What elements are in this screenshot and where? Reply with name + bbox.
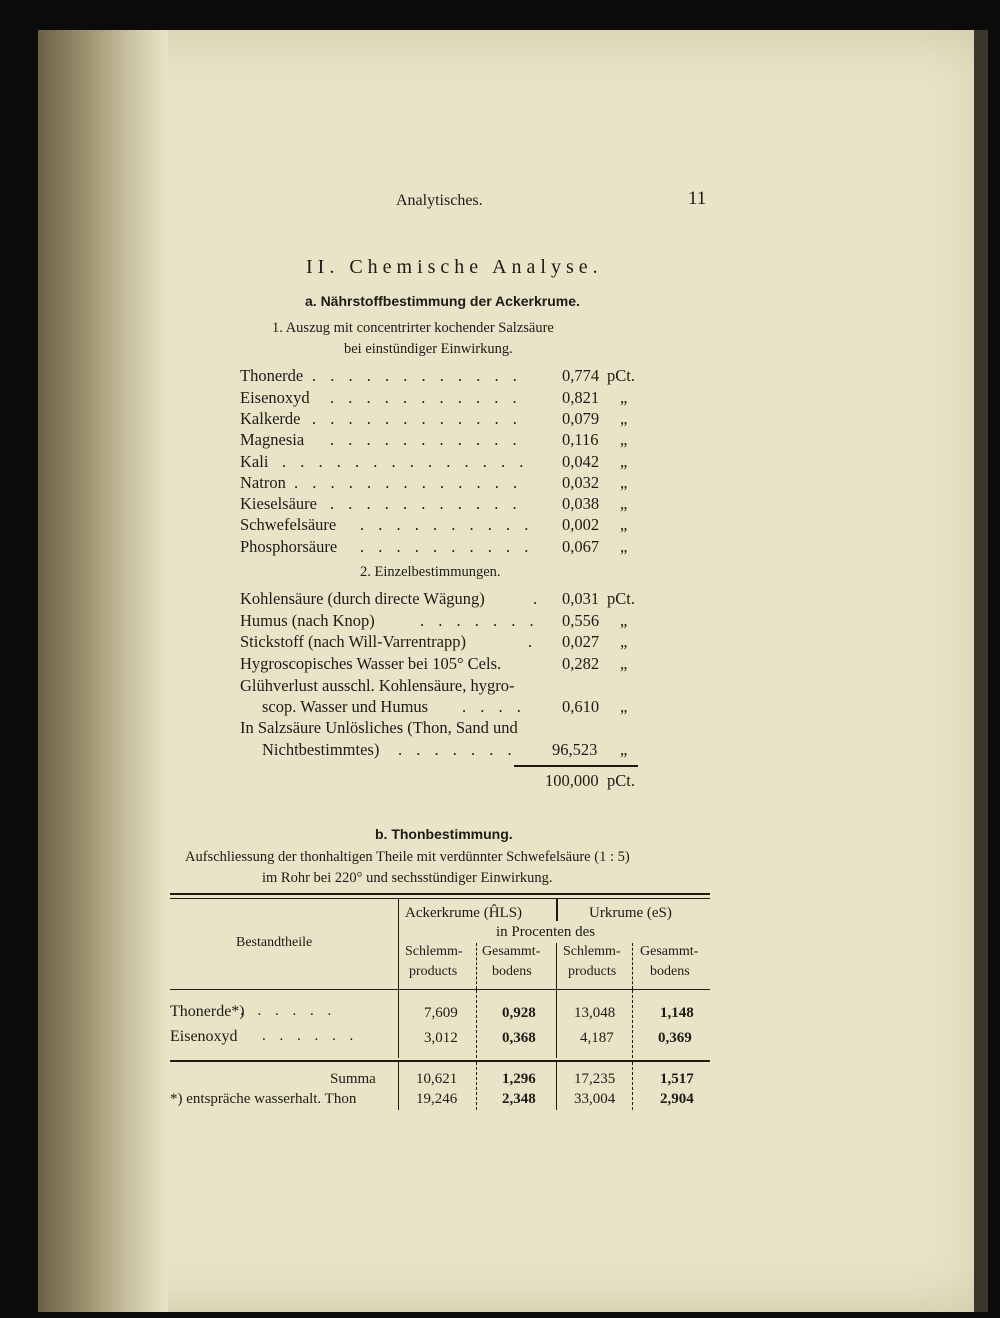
group-divider xyxy=(556,899,558,921)
item-name-line2: Nichtbestimmtes) xyxy=(262,740,380,759)
item-name-line2: scop. Wasser und Humus xyxy=(262,697,429,716)
row-label: Eisenoxyd xyxy=(170,1028,238,1045)
item-value: 0,821 xyxy=(562,388,600,407)
item-unit: „ xyxy=(620,494,628,513)
cell: 2,348 xyxy=(502,1091,536,1107)
item-name: Phosphorsäure xyxy=(240,537,338,556)
subsection-b-title: b. Thonbestimmung. xyxy=(375,826,513,842)
cell: 0,368 xyxy=(502,1030,536,1046)
sum-rule xyxy=(170,1060,710,1062)
section-title: II. Chemische Analyse. xyxy=(306,256,603,278)
item-value: 0,042 xyxy=(562,452,600,471)
leader-dots: . . . . . . xyxy=(240,1003,337,1019)
item-value: 0,032 xyxy=(562,473,600,492)
cell: 1,148 xyxy=(660,1005,694,1021)
item-value: 0,027 xyxy=(562,632,600,651)
leader-dots: . . . . . . . . . . . xyxy=(330,388,522,407)
caption-b-line1: Aufschliessung der thonhaltigen Theile mit verdünnter Schwefelsäure (1 : 5) xyxy=(185,849,630,865)
item-unit: pCt. xyxy=(607,589,635,608)
total-rule xyxy=(514,765,638,767)
item-unit: „ xyxy=(620,632,628,651)
col-divider xyxy=(398,899,399,989)
cell: 1,296 xyxy=(502,1071,536,1087)
table-top-rule xyxy=(170,893,710,895)
item-name-line1: In Salzsäure Unlösliches (Thon, Sand und xyxy=(240,718,518,737)
item-value: 0,031 xyxy=(562,589,600,608)
leader-dots: . . . . . . . . . . . xyxy=(330,430,522,449)
item-value: 0,038 xyxy=(562,494,600,513)
leader-dots: . . . . . . . . . . xyxy=(360,537,534,556)
header-rule xyxy=(170,989,710,990)
caption-1-line2: bei einstündiger Einwirkung. xyxy=(344,341,513,357)
item-name: Hygroscopisches Wasser bei 105° Cels. xyxy=(240,654,502,673)
col-divider-dashed xyxy=(632,1062,633,1110)
leader-dots: . . . . . . . . . . . . xyxy=(312,409,522,428)
col-divider xyxy=(398,990,399,1058)
page-number: 11 xyxy=(688,188,707,209)
item-name: Kohlensäure (durch directe Wägung) xyxy=(240,589,485,608)
item-name: Kalkerde xyxy=(240,409,301,428)
item-name: Natron xyxy=(240,473,286,492)
cell: 4,187 xyxy=(580,1030,614,1046)
sub-header: Gesammt- xyxy=(640,944,699,959)
item-value: 0,079 xyxy=(562,409,600,428)
cell: 19,246 xyxy=(416,1091,458,1107)
item-value: 0,282 xyxy=(562,654,600,673)
sub-header: Schlemm- xyxy=(563,944,621,959)
item-unit: „ xyxy=(620,740,628,759)
item-name-line1: Glühverlust ausschl. Kohlensäure, hygro- xyxy=(240,676,515,695)
page-edge xyxy=(974,30,988,1312)
col-divider xyxy=(556,990,557,1058)
cell: 33,004 xyxy=(574,1091,616,1107)
span-label: in Procenten des xyxy=(496,924,596,940)
leader-dots: . . . . . . . . . . . . . . xyxy=(282,452,529,471)
cell: 17,235 xyxy=(574,1071,616,1087)
col-divider-dashed xyxy=(632,943,633,989)
sub-header: Gesammt- xyxy=(482,944,541,959)
sub-header: Schlemm- xyxy=(405,944,463,959)
leader-dots: . . . . . . . . . . . . . xyxy=(294,473,523,492)
item-name: Kali xyxy=(240,452,269,471)
item-unit: „ xyxy=(620,697,628,716)
item-value: 96,523 xyxy=(552,740,598,759)
cell: 13,048 xyxy=(574,1005,616,1021)
col-divider xyxy=(398,1062,399,1110)
total-value: 100,000 xyxy=(545,771,599,790)
item-name: Magnesia xyxy=(240,430,305,449)
item-unit: „ xyxy=(620,611,628,630)
cell: 10,621 xyxy=(416,1071,458,1087)
item-name: Kieselsäure xyxy=(240,494,317,513)
item-unit: pCt. xyxy=(607,366,635,385)
item-value: 0,556 xyxy=(562,611,600,630)
table-top-rule-thin xyxy=(170,898,710,899)
leader-dots: . xyxy=(528,632,533,651)
cell: 2,904 xyxy=(660,1091,694,1107)
item-name: Thonerde xyxy=(240,366,304,385)
leader-dots: . . . . xyxy=(462,697,526,716)
leader-dots: . . . . . . . . . . xyxy=(360,515,534,534)
leader-dots: . . . . . . . xyxy=(398,740,517,759)
item-unit: „ xyxy=(620,654,628,673)
item-unit: „ xyxy=(620,388,628,407)
item-unit: „ xyxy=(620,515,628,534)
col-divider-dashed xyxy=(632,990,633,1058)
leader-dots: . . . . . . xyxy=(262,1028,359,1044)
item-value: 0,610 xyxy=(562,697,600,716)
row-label: Summa xyxy=(330,1071,376,1087)
item-name: Humus (nach Knop) xyxy=(240,611,375,630)
row-label: Thonerde*) xyxy=(170,1003,245,1020)
cell: 0,369 xyxy=(658,1030,692,1046)
item-unit: „ xyxy=(620,409,628,428)
total-unit: pCt. xyxy=(607,771,635,790)
sub-header: products xyxy=(409,964,458,979)
col-divider xyxy=(556,1062,557,1110)
caption-2: 2. Einzelbestimmungen. xyxy=(360,564,501,580)
cell: 3,012 xyxy=(424,1030,458,1046)
cell: 7,609 xyxy=(424,1005,458,1021)
book-page xyxy=(38,30,988,1312)
group2-header: Urkrume (eS) xyxy=(589,905,672,921)
leader-dots: . . . . . . . . . . . xyxy=(330,494,522,513)
caption-1-line1: 1. Auszug mit concentrirter kochender Salzsäure xyxy=(272,320,554,336)
sub-header: bodens xyxy=(492,964,532,979)
running-title: Analytisches. xyxy=(396,192,483,209)
leader-dots: . . . . . . . xyxy=(420,611,539,630)
item-value: 0,116 xyxy=(562,430,599,449)
item-unit: „ xyxy=(620,537,628,556)
item-name: Eisenoxyd xyxy=(240,388,310,407)
item-unit: „ xyxy=(620,452,628,471)
group1-header: Ackerkrume (ĤLS) xyxy=(405,905,523,921)
subsection-a-title: a. Nährstoffbestimmung der Ackerkrume. xyxy=(305,293,580,309)
col-divider xyxy=(556,943,557,989)
item-unit: „ xyxy=(620,473,628,492)
sub-header: products xyxy=(568,964,617,979)
leader-dots: . . . . . . . . . . . . xyxy=(312,366,522,385)
col-divider-dashed xyxy=(476,943,477,989)
sub-header: bodens xyxy=(650,964,690,979)
col-divider-dashed xyxy=(476,1062,477,1110)
cell: 0,928 xyxy=(502,1005,536,1021)
row-label: *) entspräche wasserhalt. Thon xyxy=(170,1091,357,1107)
item-name: Schwefelsäure xyxy=(240,515,337,534)
item-unit: „ xyxy=(620,430,628,449)
page-gutter xyxy=(38,30,168,1312)
leader-dots: . xyxy=(533,589,538,608)
col-label: Bestandtheile xyxy=(236,935,313,950)
item-value: 0,002 xyxy=(562,515,600,534)
cell: 1,517 xyxy=(660,1071,694,1087)
item-name: Stickstoff (nach Will-Varrentrapp) xyxy=(240,632,466,651)
caption-b-line2: im Rohr bei 220° und sechsstündiger Einwirkung. xyxy=(262,870,553,886)
item-value: 0,774 xyxy=(562,366,600,385)
col-divider-dashed xyxy=(476,990,477,1058)
item-value: 0,067 xyxy=(562,537,600,556)
